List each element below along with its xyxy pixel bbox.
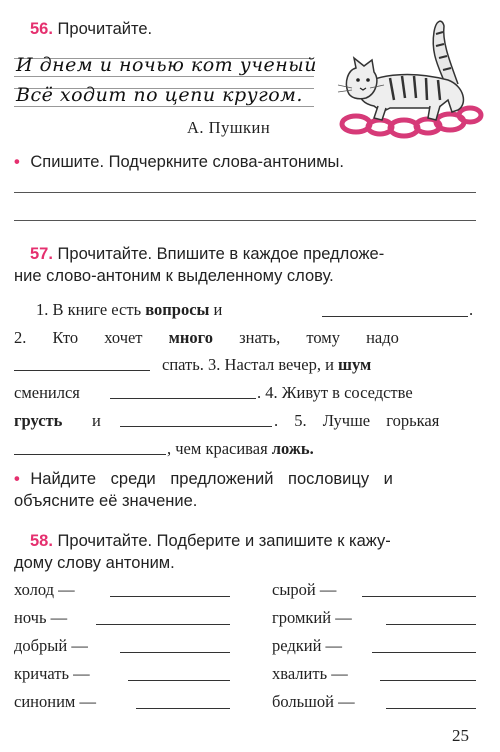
page-number: 25 [452, 726, 469, 745]
ex57-sentence-1: 1. В книге есть вопросы и [36, 300, 223, 319]
answer-blank[interactable] [322, 316, 468, 317]
answer-blank[interactable] [96, 624, 230, 625]
ex57-sentence-4: грусть [14, 411, 63, 430]
ex57-sentence-5-start: . 5. Лучше горькая [274, 411, 440, 430]
ex58-title: 58. Прочитайте. Подберите и запишите к кажу- [30, 532, 391, 550]
answer-blank[interactable] [386, 708, 476, 709]
handwriting-guide [14, 76, 314, 77]
poem-line-1: И днем и ночью кот ученый [16, 54, 318, 76]
poem-author: А. Пушкин [187, 118, 271, 137]
answer-blank[interactable] [14, 370, 150, 371]
handwriting-guide [14, 106, 314, 107]
ex58-word: сырой — [272, 580, 337, 599]
answer-blank[interactable] [128, 680, 230, 681]
bullet-icon: • [14, 470, 20, 488]
ex58-word: ночь — [14, 608, 68, 627]
answer-blank[interactable] [110, 398, 256, 399]
writing-line[interactable] [14, 192, 476, 193]
ex56-title: Прочитайте. [57, 20, 153, 38]
ex58-word: кричать — [14, 664, 90, 683]
ex57-title-line1: Прочитайте. Впишите в каждое предложе- [57, 245, 385, 263]
answer-blank[interactable] [120, 652, 230, 653]
ex58-word: холод — [14, 580, 75, 599]
ex58-word: хвалить — [272, 664, 348, 683]
cat-on-chain-illustration [330, 12, 490, 140]
ex58-word: добрый — [14, 636, 88, 655]
answer-blank[interactable] [386, 624, 476, 625]
sentence-period: . [469, 300, 474, 319]
ex57-title [30, 243, 384, 265]
writing-line[interactable] [14, 220, 476, 221]
answer-blank[interactable] [14, 454, 166, 455]
ex57-sentence-2: 2. Кто хочет много знать, тому надо [14, 328, 399, 347]
ex57-task: • Найдите среди предложений пословицу и [14, 470, 393, 488]
ex56-task [14, 151, 344, 173]
ex56-header [30, 18, 152, 40]
ex57-number: 57. [30, 245, 53, 263]
ex58-word: громкий — [272, 608, 352, 627]
ex58-number: 58. [30, 532, 53, 550]
ex57-sentence-3-end: сменился [14, 383, 80, 402]
ex57-task-line2: объясните её значение. [14, 492, 198, 510]
ex58-word: редкий — [272, 636, 343, 655]
ex57-sentence-5: , чем красивая ложь. [167, 439, 314, 458]
answer-blank[interactable] [120, 426, 272, 427]
ex57-and: и [92, 411, 101, 430]
answer-blank[interactable] [380, 680, 476, 681]
answer-blank[interactable] [110, 596, 230, 597]
poem-line-2: Всё ходит по цепи кругом. [16, 84, 303, 106]
answer-blank[interactable] [372, 652, 476, 653]
ex58-title-line2: дому слову антоним. [14, 554, 175, 572]
ex57-sentence-2-3: спать. 3. Настал вечер, и шум [162, 355, 372, 374]
answer-blank[interactable] [362, 596, 476, 597]
answer-blank[interactable] [136, 708, 230, 709]
bullet-icon: • [14, 153, 20, 171]
ex57-sentence-4-start: . 4. Живут в соседстве [257, 383, 413, 402]
ex56-task-text: Спишите. Подчеркните слова-антонимы. [30, 153, 344, 171]
ex56-number: 56. [30, 20, 53, 38]
ex57-title-line2: ние слово-антоним к выделенному слову. [14, 267, 334, 285]
ex58-word: синоним — [14, 692, 96, 711]
ex58-word: большой — [272, 692, 355, 711]
